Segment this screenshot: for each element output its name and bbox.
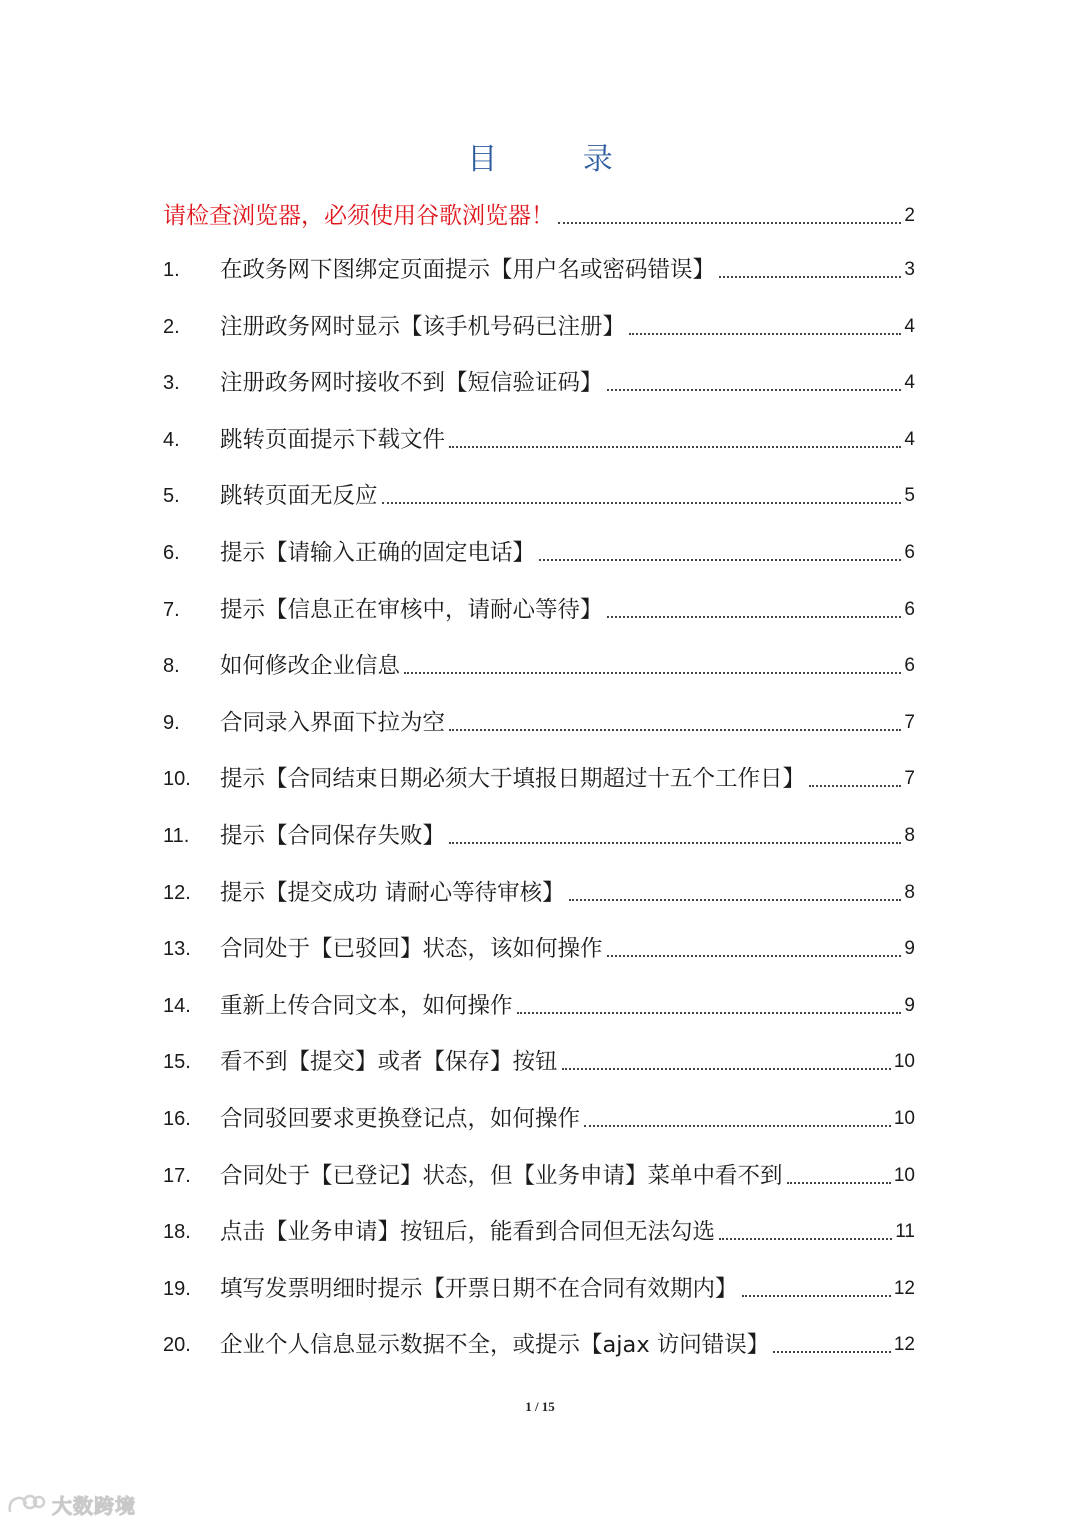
toc-entry-number: 3. bbox=[163, 372, 180, 395]
toc-entry-label: 提示【提交成功 请耐心等待审核】 bbox=[220, 879, 565, 906]
toc-entry[interactable] bbox=[163, 1142, 915, 1199]
dot-leader bbox=[449, 842, 901, 844]
toc-entry[interactable] bbox=[163, 802, 915, 859]
toc-entry[interactable] bbox=[163, 463, 915, 520]
toc-entry-number: 20. bbox=[163, 1334, 191, 1357]
toc-entry-number: 10. bbox=[163, 768, 191, 791]
dot-leader bbox=[449, 729, 901, 731]
dot-leader bbox=[558, 222, 901, 224]
dot-leader bbox=[629, 333, 901, 335]
dot-leader bbox=[809, 785, 901, 787]
toc-entry[interactable] bbox=[163, 859, 915, 916]
dot-leader bbox=[517, 1012, 902, 1014]
page-number: 1 / 15 bbox=[525, 1399, 555, 1414]
toc-entry-number: 14. bbox=[163, 994, 191, 1017]
toc-entry-label: 合同录入界面下拉为空 bbox=[220, 709, 446, 736]
dot-leader bbox=[607, 955, 902, 957]
dot-leader bbox=[773, 1351, 891, 1353]
dot-leader bbox=[562, 1068, 891, 1070]
toc-entry-number: 17. bbox=[163, 1164, 191, 1187]
toc-entry-label: 填写发票明细时提示【开票日期不在合同有效期内】 bbox=[220, 1275, 738, 1302]
toc-entry-page: 2 bbox=[904, 205, 915, 226]
toc-entry-page: 7 bbox=[904, 711, 915, 733]
toc-entry-label: 跳转页面提示下载文件 bbox=[220, 426, 446, 453]
toc-entry-number: 11. bbox=[163, 824, 190, 847]
dot-leader bbox=[404, 672, 901, 674]
toc-entry-page: 12 bbox=[893, 1334, 915, 1356]
toc-entry-number: 9. bbox=[163, 711, 180, 734]
toc-entry[interactable] bbox=[163, 239, 915, 293]
dot-leader bbox=[607, 389, 902, 391]
toc-entry-page: 8 bbox=[904, 824, 915, 846]
toc-entry-number: 15. bbox=[163, 1051, 191, 1074]
toc-entries-list bbox=[163, 239, 915, 1368]
toc-entry-number: 4. bbox=[163, 428, 180, 451]
toc-entry-page: 8 bbox=[904, 881, 915, 903]
dot-leader bbox=[449, 446, 901, 448]
toc-entry-number: 1. bbox=[163, 259, 180, 281]
toc-entry[interactable] bbox=[163, 1199, 915, 1256]
toc-entry-number: 2. bbox=[163, 315, 180, 338]
toc-entry-label: 重新上传合同文本，如何操作 bbox=[220, 992, 513, 1019]
toc-entry-number: 5. bbox=[163, 485, 180, 508]
toc-entry-label: 企业个人信息显示数据不全，或提示【ajax 访问错误】 bbox=[220, 1332, 770, 1359]
toc-entry-number: 13. bbox=[163, 938, 191, 961]
table-of-contents bbox=[163, 199, 915, 1368]
toc-entry-number: 18. bbox=[163, 1221, 191, 1244]
dot-leader bbox=[584, 1125, 891, 1127]
toc-entry-page: 12 bbox=[893, 1277, 915, 1299]
toc-entry-label: 注册政务网时显示【该手机号码已注册】 bbox=[220, 313, 626, 340]
toc-entry-number: 19. bbox=[163, 1277, 191, 1300]
dot-leader bbox=[539, 559, 901, 561]
toc-entry-label: 如何修改企业信息 bbox=[220, 653, 401, 680]
toc-entry-number: 12. bbox=[163, 881, 191, 904]
toc-entry-label: 提示【请输入正确的固定电话】 bbox=[220, 539, 536, 566]
toc-entry-page: 5 bbox=[904, 485, 915, 507]
toc-entry-page: 4 bbox=[904, 372, 915, 394]
toc-entry[interactable] bbox=[163, 1029, 915, 1086]
toc-entry-number: 16. bbox=[163, 1107, 191, 1130]
toc-entry[interactable] bbox=[163, 406, 915, 463]
toc-entry-page: 6 bbox=[904, 598, 915, 620]
toc-entry-page: 6 bbox=[904, 655, 915, 677]
toc-entry[interactable] bbox=[163, 293, 915, 350]
toc-entry-label: 提示【合同结束日期必须大于填报日期超过十五个工作日】 bbox=[220, 766, 806, 793]
toc-entry[interactable] bbox=[163, 1255, 915, 1312]
toc-entry-page: 3 bbox=[904, 259, 915, 280]
toc-entry-label: 点击【业务申请】按钮后，能看到合同但无法勾选 bbox=[220, 1219, 716, 1246]
toc-entry-label: 提示【信息正在审核中，请耐心等待】 bbox=[220, 596, 603, 623]
dot-leader bbox=[719, 276, 901, 278]
toc-entry-page: 11 bbox=[895, 1221, 915, 1243]
toc-entry[interactable] bbox=[163, 689, 915, 746]
toc-entry[interactable] bbox=[163, 746, 915, 803]
brand-logo-icon bbox=[6, 1492, 46, 1518]
toc-entry[interactable] bbox=[163, 519, 915, 576]
toc-entry[interactable] bbox=[163, 972, 915, 1029]
toc-entry-page: 10 bbox=[893, 1107, 915, 1129]
dot-leader bbox=[607, 616, 902, 618]
dot-leader bbox=[382, 502, 902, 504]
dot-leader bbox=[719, 1238, 892, 1240]
toc-entry-page: 9 bbox=[904, 994, 915, 1016]
toc-entry[interactable] bbox=[163, 1085, 915, 1142]
toc-entry[interactable] bbox=[163, 1312, 915, 1369]
toc-entry-page: 10 bbox=[893, 1164, 915, 1186]
toc-entry[interactable] bbox=[163, 633, 915, 690]
toc-entry-page: 9 bbox=[904, 938, 915, 960]
toc-entry-label: 看不到【提交】或者【保存】按钮 bbox=[220, 1049, 558, 1076]
toc-entry-label: 合同驳回要求更换登记点，如何操作 bbox=[220, 1105, 581, 1132]
toc-entry-label: 合同处于【已驳回】状态，该如何操作 bbox=[220, 936, 603, 963]
toc-entry-label: 请检查浏览器，必须使用谷歌浏览器！ bbox=[163, 203, 554, 229]
toc-entry[interactable] bbox=[163, 576, 915, 633]
toc-entry[interactable] bbox=[163, 916, 915, 973]
dot-leader bbox=[787, 1182, 891, 1184]
toc-entry-label: 在政务网下图绑定页面提示【用户名或密码错误】 bbox=[220, 257, 716, 283]
toc-entry[interactable] bbox=[163, 350, 915, 407]
toc-entry-label: 提示【合同保存失败】 bbox=[220, 822, 446, 849]
toc-entry-page: 4 bbox=[904, 315, 915, 337]
toc-title: 目 录 bbox=[467, 142, 651, 177]
watermark bbox=[6, 1490, 136, 1519]
toc-entry-page: 10 bbox=[893, 1051, 915, 1073]
toc-entry-number: 6. bbox=[163, 541, 180, 564]
toc-entry-number: 8. bbox=[163, 655, 180, 678]
toc-entry-label: 跳转页面无反应 bbox=[220, 483, 378, 510]
dot-leader bbox=[569, 899, 902, 901]
toc-entry-browser-warning[interactable] bbox=[163, 199, 915, 239]
toc-entry-page: 4 bbox=[904, 428, 915, 450]
toc-entry-page: 6 bbox=[904, 541, 915, 563]
watermark-text: 大数跨境 bbox=[52, 1494, 136, 1518]
toc-entry-label: 合同处于【已登记】状态，但【业务申请】菜单中看不到 bbox=[220, 1162, 783, 1189]
toc-entry-page: 7 bbox=[904, 768, 915, 790]
toc-entry-number: 7. bbox=[163, 598, 180, 621]
dot-leader bbox=[742, 1295, 891, 1297]
toc-entry-label: 注册政务网时接收不到【短信验证码】 bbox=[220, 370, 603, 397]
